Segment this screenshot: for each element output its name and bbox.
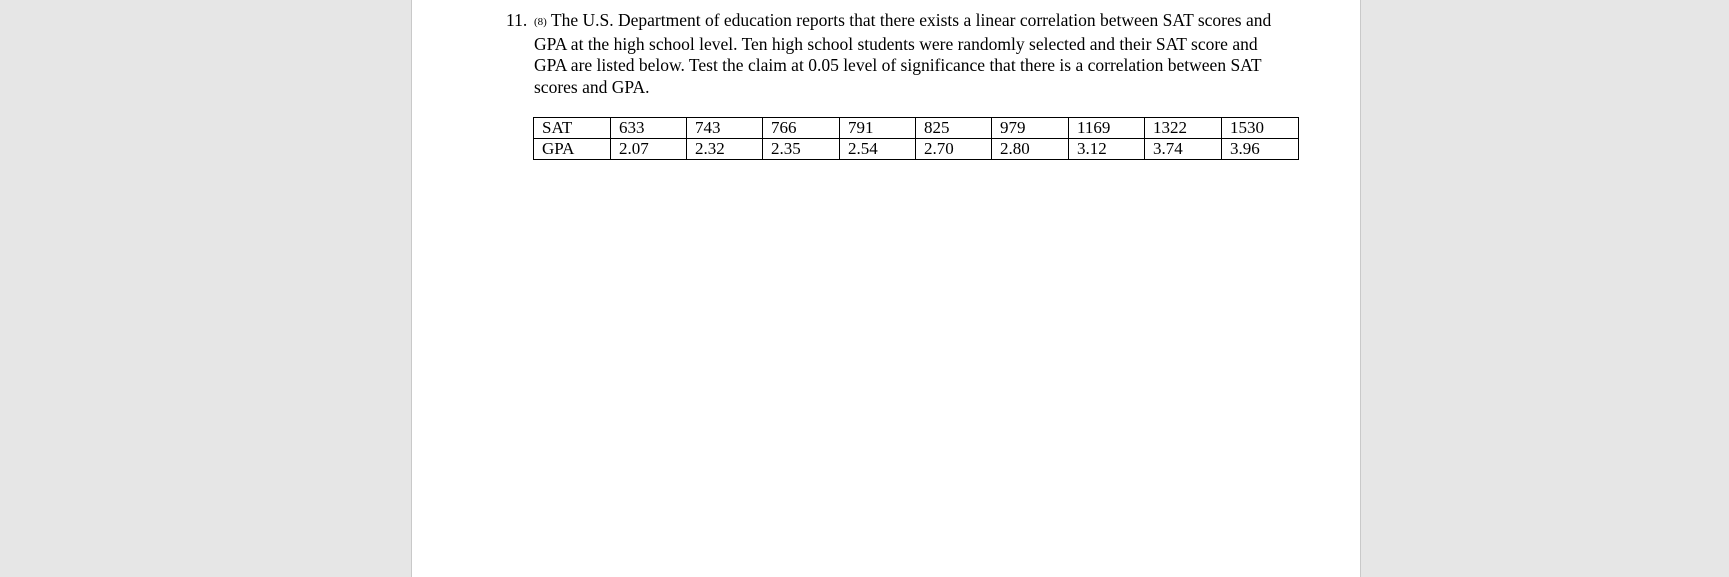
table-cell: 1169 bbox=[1069, 118, 1145, 139]
table-cell: 3.74 bbox=[1145, 139, 1222, 160]
table-cell: 2.70 bbox=[916, 139, 992, 160]
table-cell: 2.32 bbox=[687, 139, 763, 160]
question-text: The U.S. Department of education reports that there exists a linear correlation between SAT scores and GPA at the high school level. Ten high school students were randomly selected and their SAT score and GPA are listed below. Test the claim at 0.05 level of significance that there is a correlation between SAT scores and GPA. bbox=[534, 10, 1272, 97]
table-cell: 979 bbox=[992, 118, 1069, 139]
table-row-gpa bbox=[534, 139, 1299, 160]
sat-gpa-table bbox=[533, 117, 1299, 160]
table-cell: 766 bbox=[763, 118, 840, 139]
table-cell: 1530 bbox=[1222, 118, 1299, 139]
table-cell: 2.35 bbox=[763, 139, 840, 160]
row-label-gpa: GPA bbox=[534, 139, 611, 160]
question-body bbox=[534, 10, 1276, 98]
question-number: 11. bbox=[506, 10, 528, 30]
table-cell: 2.54 bbox=[840, 139, 916, 160]
table-cell: 791 bbox=[840, 118, 916, 139]
table-cell: 743 bbox=[687, 118, 763, 139]
table-cell: 2.80 bbox=[992, 139, 1069, 160]
table-cell: 1322 bbox=[1145, 118, 1222, 139]
table-cell: 825 bbox=[916, 118, 992, 139]
table-cell: 3.96 bbox=[1222, 139, 1299, 160]
table-cell: 633 bbox=[611, 118, 687, 139]
document-page bbox=[411, 0, 1361, 577]
table-cell: 2.07 bbox=[611, 139, 687, 160]
row-label-sat: SAT bbox=[534, 118, 611, 139]
question-points: (8) bbox=[534, 16, 547, 28]
table-cell: 3.12 bbox=[1069, 139, 1145, 160]
table-row-sat bbox=[534, 118, 1299, 139]
question-11 bbox=[506, 10, 1276, 98]
